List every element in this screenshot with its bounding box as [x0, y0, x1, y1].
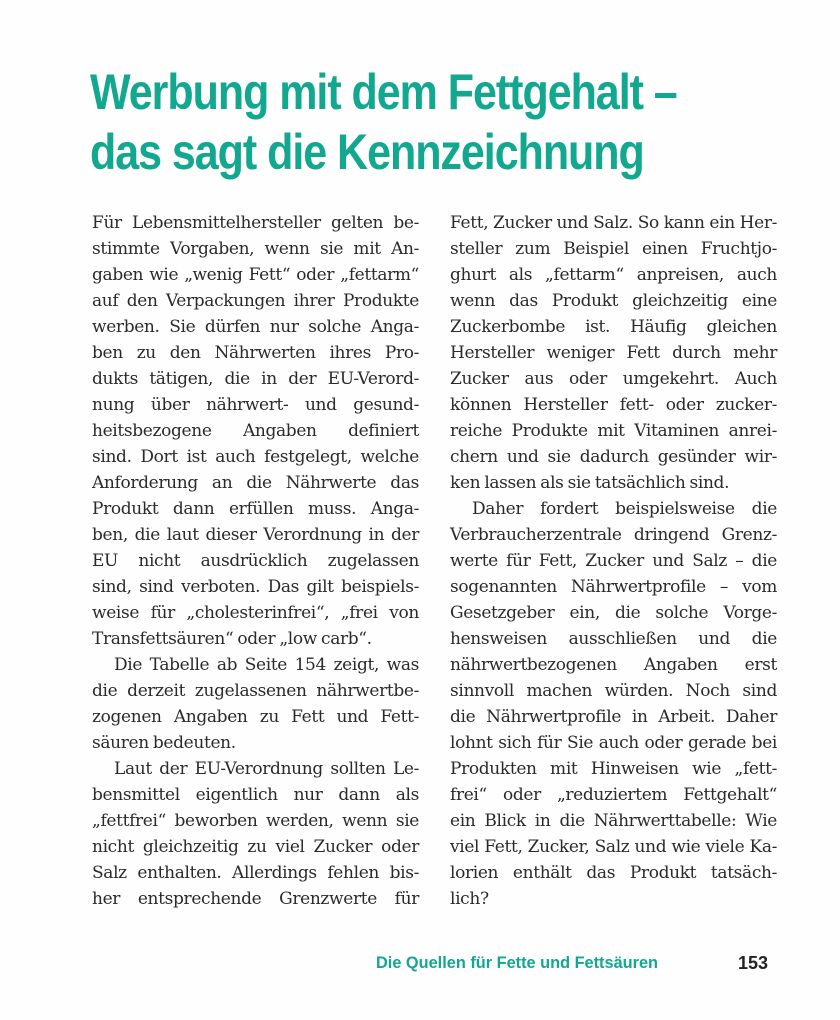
- page-number: 153: [738, 953, 769, 973]
- text-line: her entsprechende Grenzwerte für: [92, 889, 419, 909]
- text-line: Gesetzgeber ein, die solche Vorge-: [450, 603, 777, 623]
- text-line: chern und sie dadurch gesünder wir-: [450, 447, 777, 467]
- text-line: Transfettsäuren“ oder „low carb“.: [92, 629, 372, 649]
- text-line: nung über nährwert- und gesund-: [92, 395, 419, 415]
- heading-line-2: das sagt die Kennzeichnung: [90, 124, 644, 180]
- text-line: sogenannten Nährwertprofile – vom: [450, 577, 777, 597]
- body-column-right: [450, 210, 777, 912]
- text-line: weise für „cholesterinfrei“, „frei von: [92, 603, 419, 623]
- body-column-left: [92, 210, 419, 912]
- heading-line-1: Werbung mit dem Fettgehalt –: [90, 64, 677, 120]
- text-line: Daher fordert beispielsweise die: [472, 499, 777, 519]
- text-line: sind. Dort ist auch festgelegt, welche: [92, 447, 419, 467]
- text-line: lorien enthält das Produkt tatsäch-: [450, 863, 777, 883]
- text-line: wenn das Produkt gleichzeitig eine: [450, 291, 777, 311]
- text-line: dukts tätigen, die in der EU-Verord-: [92, 369, 419, 389]
- text-line: sinnvoll machen würden. Noch sind: [450, 681, 777, 701]
- text-line: gaben wie „wenig Fett“ oder „fettarm“: [92, 265, 419, 285]
- text-line: sind, sind verboten. Das gilt beispiels-: [92, 577, 419, 597]
- text-line: werben. Sie dürfen nur solche Anga-: [92, 317, 419, 337]
- text-line: ken lassen als sie tatsächlich sind.: [450, 473, 730, 493]
- text-line: können Hersteller fett- oder zucker-: [450, 395, 777, 415]
- text-line: lich?: [450, 889, 489, 909]
- page-footer: [376, 950, 776, 976]
- text-line: Für Lebensmittelhersteller gelten be-: [92, 213, 419, 233]
- text-line: Produkten mit Hinweisen wie „fett-: [450, 759, 777, 779]
- text-line: Verbraucherzentrale dringend Grenz-: [450, 525, 777, 545]
- text-line: bensmittel eigentlich nur dann als: [92, 785, 419, 805]
- text-line: auf den Verpackungen ihrer Produkte: [92, 291, 419, 311]
- text-line: Salz enthalten. Allerdings fehlen bis-: [92, 863, 419, 883]
- text-line: frei“ oder „reduziertem Fettgehalt“: [450, 785, 777, 805]
- text-line: Anforderung an die Nährwerte das: [92, 473, 419, 493]
- text-line: steller zum Beispiel einen Fruchtjo-: [450, 239, 777, 259]
- text-line: reiche Produkte mit Vitaminen anrei-: [450, 421, 777, 441]
- page-heading: [90, 62, 692, 182]
- text-line: Fett, Zucker und Salz. So kann ein Her-: [450, 213, 777, 233]
- text-line: Hersteller weniger Fett durch mehr: [450, 343, 777, 363]
- text-line: die Nährwertprofile in Arbeit. Daher: [450, 707, 777, 727]
- text-line: Produkt dann erfüllen muss. Anga-: [92, 499, 419, 519]
- text-line: ein Blick in die Nährwerttabelle: Wie: [450, 811, 777, 831]
- text-line: lohnt sich für Sie auch oder gerade bei: [450, 733, 777, 753]
- text-line: zogenen Angaben zu Fett und Fett-: [92, 707, 419, 727]
- text-line: säuren bedeuten.: [92, 733, 236, 753]
- text-line: nicht gleichzeitig zu viel Zucker oder: [92, 837, 419, 857]
- text-line: werte für Fett, Zucker und Salz – die: [450, 551, 777, 571]
- text-line: ghurt als „fettarm“ anpreisen, auch: [450, 265, 777, 285]
- text-line: Die Tabelle ab Seite 154 zeigt, was: [114, 655, 419, 675]
- text-line: Zuckerbombe ist. Häufig gleichen: [450, 317, 777, 337]
- text-line: viel Fett, Zucker, Salz und wie viele Ka-: [450, 837, 777, 857]
- text-line: EU nicht ausdrücklich zugelassen: [92, 551, 419, 571]
- running-footer-section-title: Die Quellen für Fette und Fettsäuren: [376, 953, 659, 972]
- text-line: stimmte Vorgaben, wenn sie mit An-: [92, 239, 419, 259]
- text-line: nährwertbezogenen Angaben erst: [450, 655, 777, 675]
- text-line: die derzeit zugelassenen nährwertbe-: [92, 681, 419, 701]
- text-line: „fettfrei“ beworben werden, wenn sie: [92, 811, 419, 831]
- text-line: hensweisen ausschließen und die: [450, 629, 777, 649]
- text-line: Zucker aus oder umgekehrt. Auch: [450, 369, 777, 389]
- text-line: heitsbezogene Angaben definiert: [92, 421, 419, 441]
- text-line: ben zu den Nährwerten ihres Pro-: [92, 343, 419, 363]
- text-line: ben, die laut dieser Verordnung in der: [92, 525, 419, 545]
- text-line: Laut der EU-Verordnung sollten Le-: [114, 759, 419, 779]
